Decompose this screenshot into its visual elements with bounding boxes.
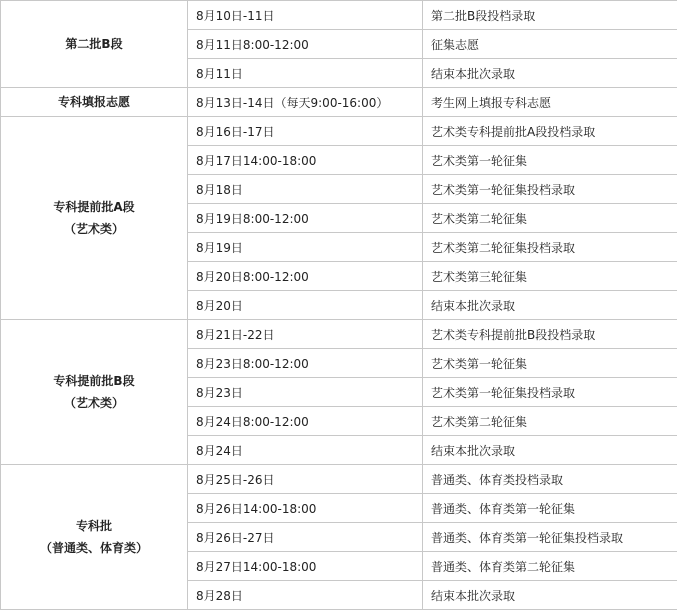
batch-name-cell <box>1 320 188 465</box>
batch-name-cell <box>1 465 188 610</box>
batch-name-line: 专科提前批B段 <box>53 374 135 388</box>
date-cell: 8月24日8:00-12:00 <box>188 407 423 436</box>
description-cell: 结束本批次录取 <box>423 291 677 320</box>
date-cell: 8月13日-14日（每天9:00-16:00） <box>188 88 423 117</box>
batch-name-line: 第二批B段 <box>65 37 123 51</box>
date-cell: 8月16日-17日 <box>188 117 423 146</box>
date-cell: 8月27日14:00-18:00 <box>188 552 423 581</box>
description-cell: 艺术类专科提前批B段投档录取 <box>423 320 677 349</box>
date-cell: 8月26日14:00-18:00 <box>188 494 423 523</box>
batch-name-line: 专科填报志愿 <box>57 95 130 109</box>
table-row <box>1 88 677 117</box>
description-cell: 艺术类第二轮征集投档录取 <box>423 233 677 262</box>
table-row <box>1 465 677 494</box>
batch-name-line: （普通类、体育类） <box>39 541 148 555</box>
batch-name-line: （艺术类） <box>63 222 124 236</box>
table-row <box>1 117 677 146</box>
description-cell: 征集志愿 <box>423 30 677 59</box>
date-cell: 8月25日-26日 <box>188 465 423 494</box>
batch-name-line: 专科提前批A段 <box>53 200 135 214</box>
description-cell: 艺术类第三轮征集 <box>423 262 677 291</box>
description-cell: 艺术类第一轮征集投档录取 <box>423 378 677 407</box>
description-cell: 普通类、体育类投档录取 <box>423 465 677 494</box>
date-cell: 8月20日8:00-12:00 <box>188 262 423 291</box>
description-cell: 普通类、体育类第一轮征集 <box>423 494 677 523</box>
description-cell: 普通类、体育类第二轮征集 <box>423 552 677 581</box>
description-cell: 艺术类第二轮征集 <box>423 204 677 233</box>
description-cell: 艺术类第一轮征集投档录取 <box>423 175 677 204</box>
batch-name-line: 专科批 <box>75 519 112 533</box>
description-cell: 结束本批次录取 <box>423 59 677 88</box>
date-cell: 8月10日-11日 <box>188 1 423 30</box>
date-cell: 8月19日8:00-12:00 <box>188 204 423 233</box>
description-cell: 考生网上填报专科志愿 <box>423 88 677 117</box>
schedule-body <box>1 1 677 610</box>
description-cell: 艺术类第一轮征集 <box>423 349 677 378</box>
date-cell: 8月11日8:00-12:00 <box>188 30 423 59</box>
table-row <box>1 320 677 349</box>
batch-name-cell <box>1 88 188 117</box>
date-cell: 8月26日-27日 <box>188 523 423 552</box>
date-cell: 8月21日-22日 <box>188 320 423 349</box>
date-cell: 8月23日 <box>188 378 423 407</box>
batch-name-line: （艺术类） <box>63 396 124 410</box>
description-cell: 结束本批次录取 <box>423 581 677 610</box>
date-cell: 8月24日 <box>188 436 423 465</box>
description-cell: 普通类、体育类第一轮征集投档录取 <box>423 523 677 552</box>
description-cell: 艺术类第一轮征集 <box>423 146 677 175</box>
date-cell: 8月20日 <box>188 291 423 320</box>
table-row <box>1 1 677 30</box>
date-cell: 8月18日 <box>188 175 423 204</box>
batch-name-cell <box>1 117 188 320</box>
description-cell: 第二批B段投档录取 <box>423 1 677 30</box>
description-cell: 艺术类第二轮征集 <box>423 407 677 436</box>
description-cell: 艺术类专科提前批A段投档录取 <box>423 117 677 146</box>
date-cell: 8月28日 <box>188 581 423 610</box>
date-cell: 8月17日14:00-18:00 <box>188 146 423 175</box>
date-cell: 8月23日8:00-12:00 <box>188 349 423 378</box>
date-cell: 8月19日 <box>188 233 423 262</box>
batch-name-cell <box>1 1 188 88</box>
description-cell: 结束本批次录取 <box>423 436 677 465</box>
date-cell: 8月11日 <box>188 59 423 88</box>
